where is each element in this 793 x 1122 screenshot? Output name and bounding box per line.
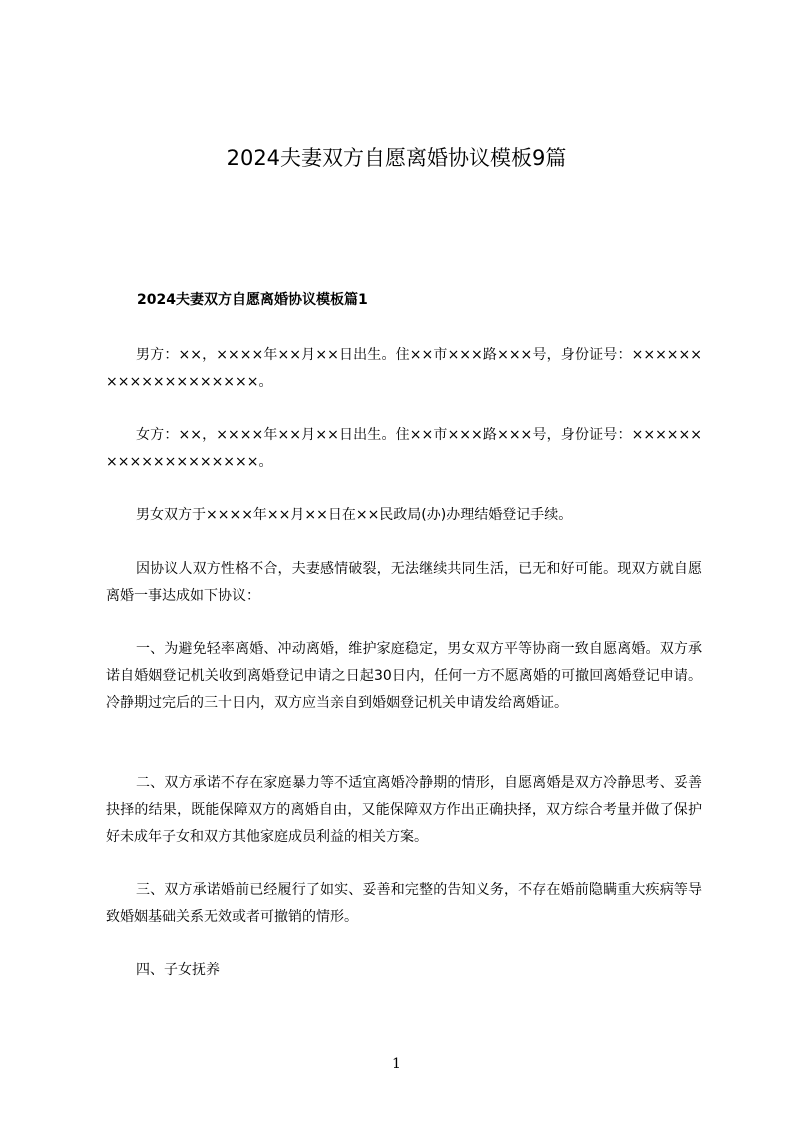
paragraph-divorce-reason: 因协议人双方性格不合，夫妻感情破裂，无法继续共同生活，已无和好可能。现双方就自愿离婚一事达成如下协议： [106, 561, 702, 604]
document-title: 2024夫妻双方自愿离婚协议模板9篇 [226, 146, 567, 170]
page-number: 1 [392, 1056, 401, 1072]
paragraph-marriage-registration: 男女双方于××××年××月××日在××民政局(办)办理结婚登记手续。 [136, 507, 573, 523]
section-heading: 2024夫妻双方自愿离婚协议模板篇1 [137, 292, 368, 308]
paragraph-clause-four-heading: 四、子女抚养 [136, 962, 220, 978]
paragraph-husband-info: 男方：××，××××年××月××日出生。住××市×××路×××号，身份证号：×××××××××××××××××××。 [106, 347, 702, 390]
paragraph-clause-one: 一、为避免轻率离婚、冲动离婚，维护家庭稳定，男女双方平等协商一致自愿离婚。双方承诺自婚姻登记机关收到离婚登记申请之日起30日内，任何一方不愿离婚的可撤回离婚登记申请。冷静期过完后的三十日内，双方应当亲自到婚姻登记机关申请发给离婚证。 [106, 641, 702, 711]
paragraph-wife-info: 女方：××，××××年××月××日出生。住××市×××路×××号，身份证号：×××××××××××××××××××。 [106, 427, 702, 470]
paragraph-clause-two: 二、双方承诺不存在家庭暴力等不适宜离婚冷静期的情形，自愿离婚是双方冷静思考、妥善抉择的结果，既能保障双方的离婚自由，又能保障双方作出正确抉择，双方综合考量并做了保护好未成年子女和双方其他家庭成员利益的相关方案。 [106, 775, 702, 845]
paragraph-clause-three: 三、双方承诺婚前已经履行了如实、妥善和完整的告知义务，不存在婚前隐瞒重大疾病等导致婚姻基础关系无效或者可撤销的情形。 [106, 882, 702, 925]
